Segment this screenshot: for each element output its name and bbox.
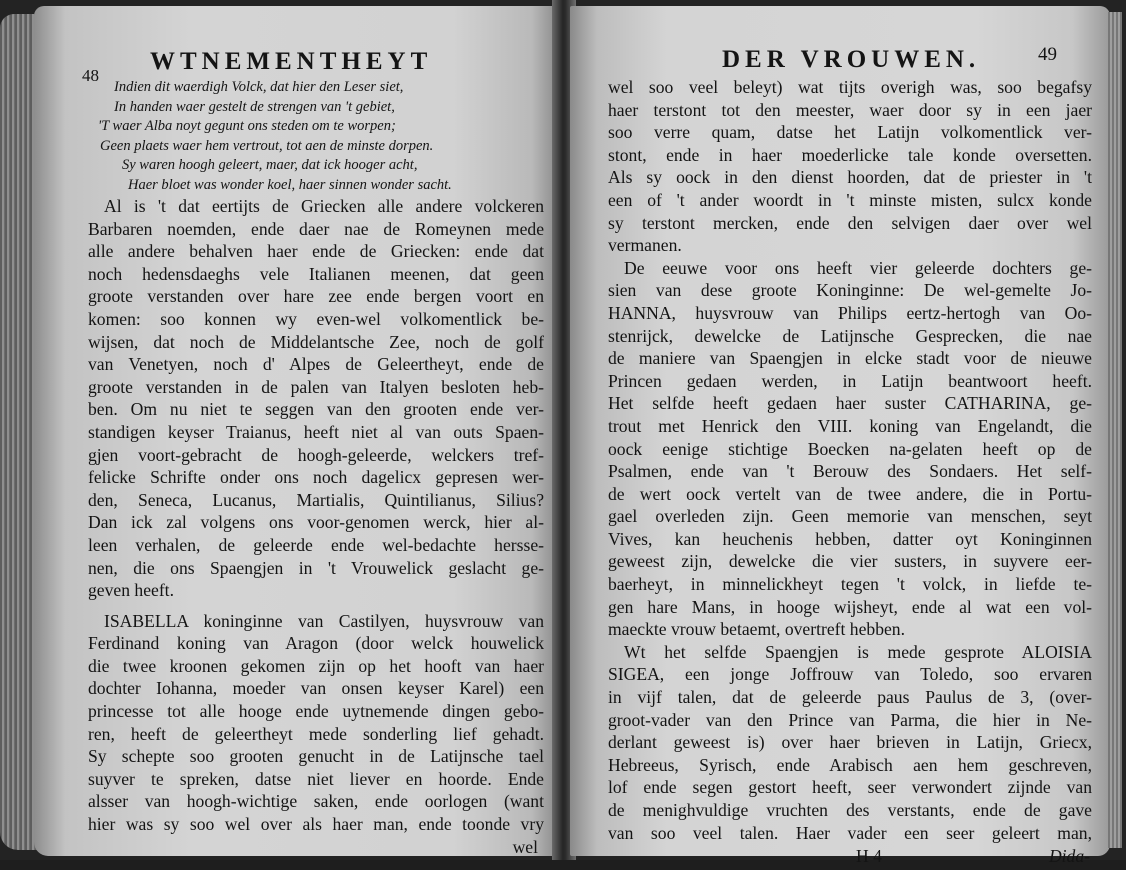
text-line: in vijf talen, dat de geleerde paus Paulus de 3, (over- [608,687,1092,708]
text-line: die twee kroonen gekomen zijn op het hooft van haer [88,655,544,676]
text-line: soo verre quam, datse het Latijn volkomentlick ver- [608,122,1092,143]
text-line: lof ende segen gestort heeft, seer verwondert zijnde van [608,777,1092,798]
poem-stanza [88,78,544,195]
text-line: haer terstont tot den meester, waer door sy in een jaer [608,99,1092,120]
text-line: van Venetyen, noch d' Alpes de Geleertheyt, ende de [88,354,544,375]
left-page-header [82,44,544,85]
text-line: Barbaren noemden, ende daer nae de Romeynen mede [88,218,544,239]
text-line: komen: soo konnen wy even-wel volkomentlick be- [88,308,544,329]
left-catchword: wel [512,836,538,857]
text-line: de wert oock vertelt van de twee andere, die in Portu- [608,483,1092,504]
text-line: stont, ende in haer moederlicke tale konde oversetten. [608,144,1092,165]
right-page [570,6,1110,867]
poem-line: In handen waer gestelt de strengen van 't gebiet, [114,98,395,115]
text-line: De eeuwe voor ons heeft vier geleerde dochters ge- [624,257,1092,278]
text-line: suyver te spreken, datse niet liever en hoorde. Ende [88,768,544,789]
text-line: gjen voort-gebracht de hoogh-geleerde, welckers tref- [88,444,544,465]
text-line: Wt het selfde Spaengjen is mede gesprote ALOISIA [624,641,1092,662]
text-line: nen, die ons Spaengjen in 't Vrouwelick geslacht ge- [88,557,544,578]
text-line: geven heeft. [88,580,174,601]
text-line: standigen keyser Traianus, heeft niet al van outs Spaen- [88,421,544,442]
text-line: Ferdinand koning van Aragon (door welck houwelick [88,633,544,654]
right-catchword: Dida- [1048,846,1090,867]
text-line: dochter Iohanna, moeder van onsen keyser Karel) een [88,678,544,699]
text-line: Princen gedaen werden, in Latijn beantwoort heeft. [608,370,1092,391]
right-page-header [608,42,1092,76]
left-page [34,6,558,856]
text-line: ben. Om nu niet te seggen van den grooten ende ver- [88,399,544,420]
text-line: ren, heeft de geleertheyt mede sonderling lief gehadt. [88,723,544,744]
text-line: felicke Schrifte onder ons noch dagelicx gepresen wer- [88,467,544,488]
text-line: ISABELLA koninginne van Castilyen, huysvrouw van [104,610,544,631]
right-running-head: DER VROUWEN. [722,46,981,73]
text-line: Hebreeus, Syrisch, ende Arabisch aen hem geschreven, [608,754,1092,775]
text-line: Als sy oock in den dienst hoorden, dat de priester in 't [608,167,1092,188]
signature-mark: H 4 [856,846,882,867]
text-line: groote verstanden in de palen van Italyen besloten heb- [88,376,544,397]
text-line: HANNA, huysvrouw van Philips eertz-hertogh van Oo- [608,302,1092,323]
text-line: wijsen, dat noch de Middelantsche Zee, noch de golf [88,331,544,352]
poem-line: Geen plaets waer hem vertrout, tot aen de minste dorpen. [100,137,434,154]
text-line: hier was sy soo wel over als haer man, ende toonde vry [88,814,544,835]
text-line: een of 't ander woordt in 't minste misten, sulcx konde [608,189,1092,210]
right-paragraph-1 [608,76,1092,257]
poem-line: Indien dit waerdigh Volck, dat hier den Leser siet, [114,79,404,95]
right-page-footer [608,844,1092,870]
text-line: de maniere van Spaengjen in elcke stadt voor de nieuwe [608,348,1092,369]
left-page-number: 48 [82,66,99,85]
right-paragraph-3 [608,641,1092,844]
text-line: vermanen. [608,235,682,256]
text-line: derlant geweest is) over haer brieven in Latijn, Griecx, [608,732,1092,753]
text-line: Al is 't dat eertijts de Griecken alle andere volckeren [104,196,544,216]
text-line: alle andere behalven haer ende de Griecken: ende dat [88,241,544,262]
poem-line: Haer bloet was wonder koel, haer sinnen wonder sacht. [128,176,452,193]
text-line: Vives, kan heuchenis hebben, datter oyt Koninginnen [608,528,1092,549]
text-line: princesse tot alle hooge ende uytnemende dingen gebo- [88,701,544,722]
text-line: SIGEA, een jonge Joffrouw van Toledo, soo ervaren [608,664,1092,685]
left-running-head: WTNEMENTHEYT [150,48,433,75]
text-line: stenrijck, dewelcke de Latijnsche Gesprecken, die nae [608,325,1092,346]
page-edges-right [1108,12,1122,848]
text-line: noch hedensdaeghs vele Italianen meenen, dat geen [88,263,544,284]
right-paragraph-2 [608,257,1092,641]
text-line: de menighvuldige vruchten des verstants, ende de gave [608,800,1092,820]
text-line: alsser van hoogh-wichtige saken, ende oorlogen (want [88,791,544,812]
text-line: Dan ick zal volgens ons voor-genomen werck, hier al- [88,512,544,533]
text-line: baerheyt, in minnelickheyt tegen 't volck, in liefde te- [608,574,1092,595]
text-line: wel soo veel beleyt) wat tijts overigh was, soo begafsy [608,77,1092,97]
left-paragraph-2 [88,610,544,836]
text-line: Sy schepte soo grooten genucht in de Latijnsche tael [88,746,544,767]
text-line: Psalmen, ende van 't Berouw des Sondaers. Het self- [608,461,1092,482]
text-line: sien van dese groote Koninginne: De wel-gemelte Jo- [608,280,1092,301]
text-line: van soo veel talen. Haer vader een seer geleert man, [608,822,1092,843]
left-paragraph-1 [88,195,544,602]
text-line: sy terstont mercken, ende den selvigen daer over wel [608,212,1092,233]
text-line: groote verstanden over hare zee ende bergen voort en [88,286,544,307]
text-line: Het selfde heeft gedaen haer suster CATHARINA, ge- [608,393,1092,414]
poem-line: Sy waren hoogh geleert, maer, dat ick hooger acht, [122,157,418,173]
text-line: gen hare Mans, in hooge wijsheyt, ende al wat een vol- [608,596,1092,617]
text-line: trout met Henrick den VIII. koning van Engelandt, die [608,415,1092,436]
text-line: maeckte vrouw betaemt, overtreft hebben. [608,619,906,640]
text-line: leen verhalen, de geleerde ende wel-bedachte hersse- [88,534,544,555]
text-line: den, Seneca, Lucanus, Martialis, Quintilianus, Silius? [88,489,544,510]
text-line: gael overleden zijn. Geen memorie van menschen, seyt [608,506,1092,527]
text-line: geweest zijn, dewelcke die vier susters, in suyvere eer- [608,551,1092,572]
poem-line: 'T waer Alba noyt gegunt ons steden om te worpen; [98,118,396,134]
right-page-number: 49 [1038,44,1057,65]
text-line: groot-vader van den Prince van Parma, die hier in Ne- [608,709,1092,730]
text-line: oock eenige stichtige Boecken na-gelaten heeft op de [608,438,1092,459]
